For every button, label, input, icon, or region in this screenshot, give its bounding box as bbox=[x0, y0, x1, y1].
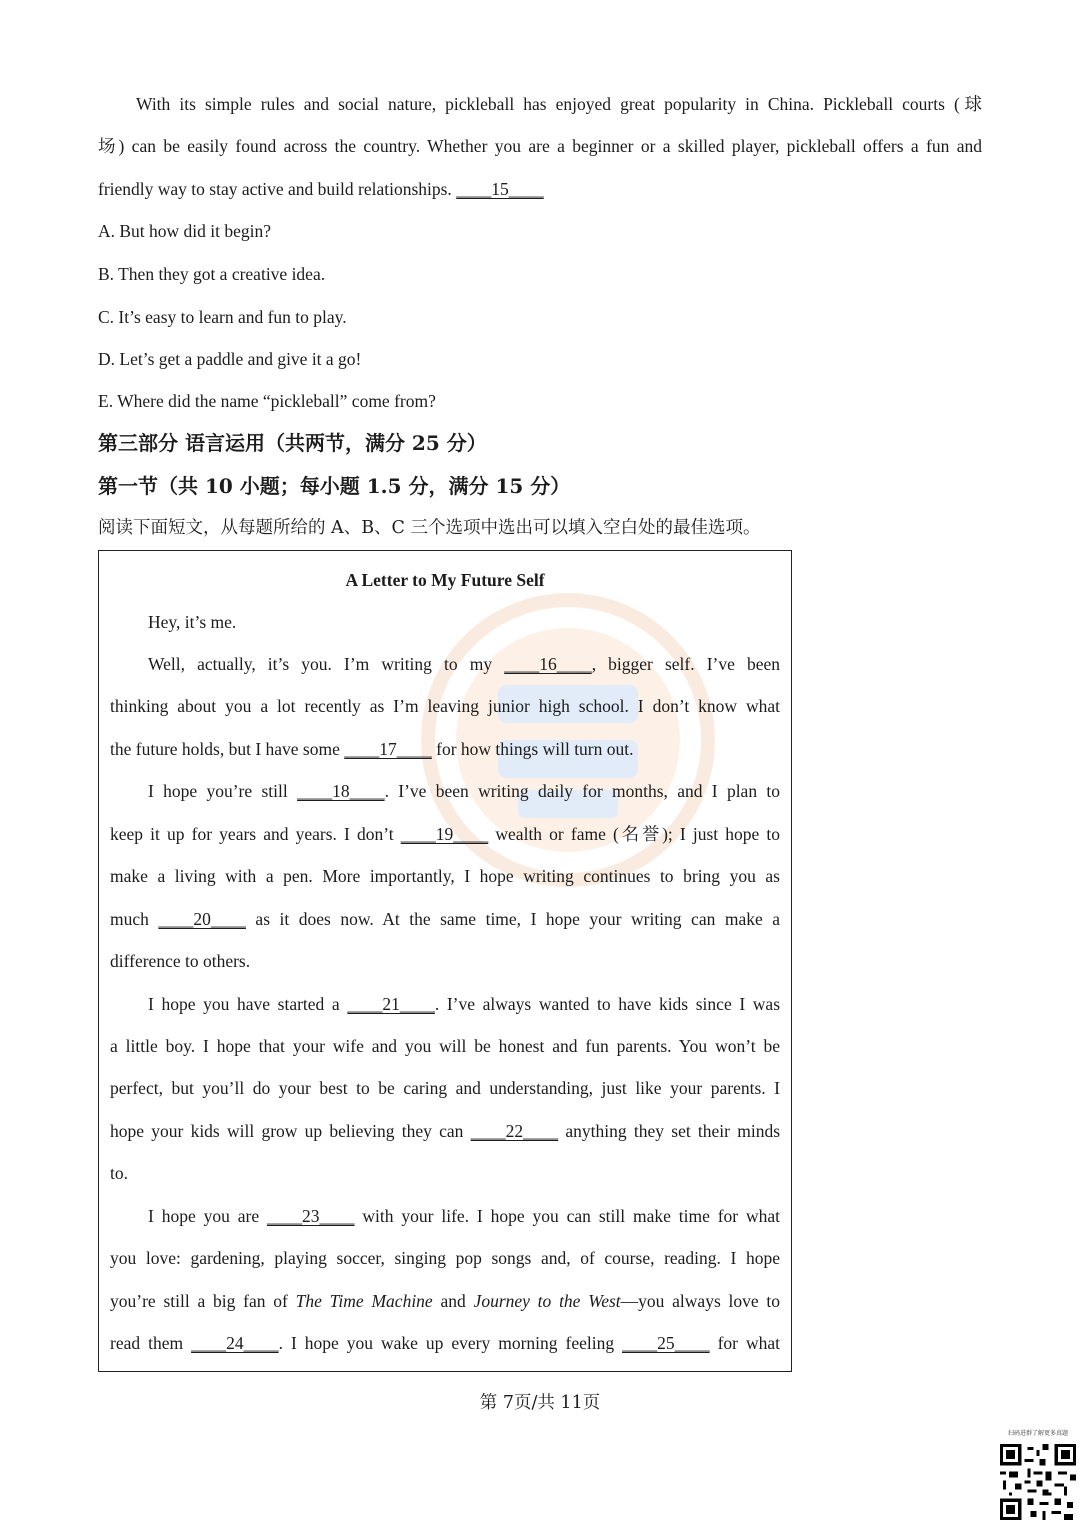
letter-line-13: to. bbox=[110, 1163, 128, 1183]
text: read them bbox=[110, 1333, 184, 1353]
letter-line-17 bbox=[110, 1331, 780, 1355]
blank-23: ____23____ bbox=[267, 1206, 355, 1226]
blank-18: ____18____ bbox=[297, 781, 385, 801]
blank-25: ____25____ bbox=[622, 1333, 710, 1353]
option-a: A. But how did it begin? bbox=[98, 221, 272, 241]
letter-line-15: you love: gardening, playing soccer, singing pop songs and, of course, reading. I hope bbox=[110, 1248, 780, 1268]
text: wealth or fame (名誉); I just hope to bbox=[495, 824, 781, 844]
blank-16: ____16____ bbox=[504, 654, 592, 674]
blank-20: ____20____ bbox=[158, 909, 246, 929]
letter-line-1 bbox=[110, 652, 780, 676]
intro-line-2: 场) can be easily found across the country. Whether you are a beginner or a skilled player, pickleball offers a fun and bbox=[98, 136, 982, 156]
letter-greeting: Hey, it’s me. bbox=[148, 612, 237, 632]
blank-22: ____22____ bbox=[470, 1121, 559, 1141]
instruction: 阅读下面短文，从每题所给的 A、B、C 三个选项中选出可以填入空白处的最佳选项。 bbox=[98, 518, 761, 538]
text: , bigger self. I’ve been bbox=[591, 654, 780, 674]
text: for how things will turn out. bbox=[436, 739, 634, 759]
intro-line-3 bbox=[98, 177, 982, 201]
book-title-2: Journey to the West bbox=[473, 1291, 621, 1311]
text: hope your kids will grow up believing they can bbox=[110, 1121, 464, 1141]
text: you’re still a big fan of bbox=[110, 1291, 288, 1311]
blank-19: ____19____ bbox=[400, 824, 489, 844]
qr-code-icon[interactable] bbox=[1000, 1444, 1076, 1520]
text: . I’ve always wanted to have kids since I was bbox=[434, 994, 781, 1014]
text: for what bbox=[717, 1333, 780, 1353]
book-title-1: The Time Machine bbox=[295, 1291, 433, 1311]
page-number: 第 7页/共 11页 bbox=[479, 1393, 601, 1413]
qr-caption: 扫码进群了解更多真题 bbox=[1007, 1430, 1068, 1437]
text: I hope you have started a bbox=[148, 994, 340, 1014]
blank-17: ____17____ bbox=[344, 739, 432, 759]
letter-line-11: perfect, but you’ll do your best to be caring and understanding, just like your parents. I bbox=[110, 1078, 780, 1098]
text: . I hope you wake up every morning feeling bbox=[278, 1333, 615, 1353]
letter-line-7 bbox=[110, 907, 780, 931]
option-e: E. Where did the name “pickleball” come from? bbox=[98, 391, 436, 411]
text: —you always love to bbox=[620, 1291, 781, 1311]
text: anything they set their minds bbox=[565, 1121, 781, 1141]
part-title: 第三部分 语言运用（共两节，满分 25 分） bbox=[98, 431, 487, 455]
letter-line-6: make a living with a pen. More importantly, I hope writing continues to bring you as bbox=[110, 866, 780, 886]
letter-line-16 bbox=[110, 1289, 780, 1313]
blank-24: ____24____ bbox=[191, 1333, 279, 1353]
intro-line-1: With its simple rules and social nature, pickleball has enjoyed great popularity in China. Pickleball courts (球 bbox=[136, 94, 982, 114]
text: much bbox=[110, 909, 149, 929]
text: I hope you are bbox=[148, 1206, 260, 1226]
letter-line-10: a little boy. I hope that your wife and you will be honest and fun parents. You won’t be bbox=[110, 1036, 780, 1056]
letter-title: A Letter to My Future Self bbox=[345, 570, 545, 590]
letter-line-4 bbox=[110, 779, 780, 803]
blank-21: ____21____ bbox=[347, 994, 435, 1014]
text: . I’ve been writing daily for months, and I plan to bbox=[384, 781, 781, 801]
text: with your life. I hope you can still make time for what bbox=[362, 1206, 781, 1226]
option-c: C. It’s easy to learn and fun to play. bbox=[98, 307, 347, 327]
text: and bbox=[440, 1291, 466, 1311]
text: keep it up for years and years. I don’t bbox=[110, 824, 394, 844]
text: as it does now. At the same time, I hope your writing can make a bbox=[255, 909, 781, 929]
letter-line-14 bbox=[110, 1204, 780, 1228]
text: the future holds, but I have some bbox=[110, 739, 340, 759]
blank-15: ____15____ bbox=[456, 179, 544, 199]
option-d: D. Let’s get a paddle and give it a go! bbox=[98, 349, 362, 369]
intro-line-3-text: friendly way to stay active and build relationships. bbox=[98, 179, 452, 199]
letter-line-12 bbox=[110, 1119, 780, 1143]
letter-line-9 bbox=[110, 992, 780, 1016]
option-b: B. Then they got a creative idea. bbox=[98, 264, 326, 284]
subsection-title: 第一节（共 10 小题；每小题 1.5 分，满分 15 分） bbox=[98, 474, 571, 498]
letter-line-8: difference to others. bbox=[110, 951, 251, 971]
letter-line-3 bbox=[110, 737, 780, 761]
text: I hope you’re still bbox=[148, 781, 288, 801]
letter-line-2: thinking about you a lot recently as I’m leaving junior high school. I don’t know what bbox=[110, 696, 780, 716]
text: Well, actually, it’s you. I’m writing to my bbox=[148, 654, 493, 674]
letter-line-5 bbox=[110, 822, 780, 846]
